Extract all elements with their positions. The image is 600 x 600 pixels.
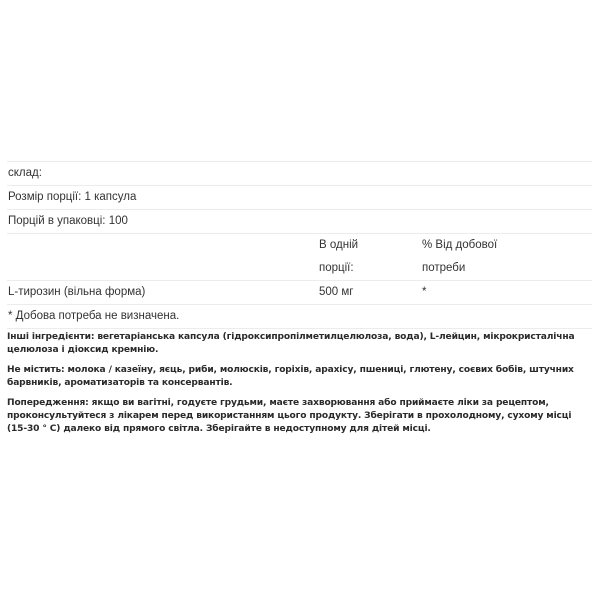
- ingredient-name: L-тирозин (вільна форма): [8, 286, 146, 298]
- ingredient-row: [7, 281, 592, 305]
- servings-per-container: Порцій в упаковці: 100: [8, 215, 128, 227]
- facts-title: склад:: [8, 167, 42, 179]
- footnote-row: [7, 305, 592, 329]
- allergen-free-text: Не містить: молока / казеїну, яєць, риби, молюсків, горіхів, арахісу, пшениці, глютену, соєвих бобів, штучних барвників, ароматизаторів та консервантів.: [7, 365, 574, 388]
- warning-text: Попередження: якщо ви вагітні, годуєте грудьми, маєте захворювання або приймаєте ліки за рецептом, проконсультуйтеся з лікарем перед використанням цього продукту. Зберігати в прохолодному, сухому місці (15-30 ° C) далеко від прямого світла. Зберігайте в недоступному для дітей місці.: [7, 398, 572, 434]
- daily-value-footnote: * Добова потреба не визначена.: [8, 310, 180, 322]
- facts-title-row: [7, 162, 592, 186]
- product-notes: [7, 331, 592, 443]
- ingredient-amount: 500 мг: [319, 286, 354, 298]
- other-ingredients-text: Інші інгредієнти: вегетаріанська капсула (гідроксипропілметилцелюлоза, вода), L-лейцин, мікрокристалічна целюлоза і діоксид кремнію.: [7, 332, 575, 355]
- serving-size-row: [7, 186, 592, 210]
- daily-value-column-header: [421, 234, 592, 280]
- column-header-row: [7, 234, 592, 281]
- serving-size: Розмір порції: 1 капсула: [8, 191, 137, 203]
- dv-header-line2: потреби: [422, 262, 466, 274]
- supplement-facts-table: [7, 161, 592, 329]
- ingredient-daily-value: *: [422, 286, 427, 298]
- servings-per-container-row: [7, 210, 592, 234]
- amount-column-header: [318, 234, 421, 280]
- dv-header-line1: % Від добової: [422, 239, 498, 251]
- amount-header-line2: порції:: [319, 262, 354, 274]
- amount-header-line1: В одній: [319, 239, 359, 251]
